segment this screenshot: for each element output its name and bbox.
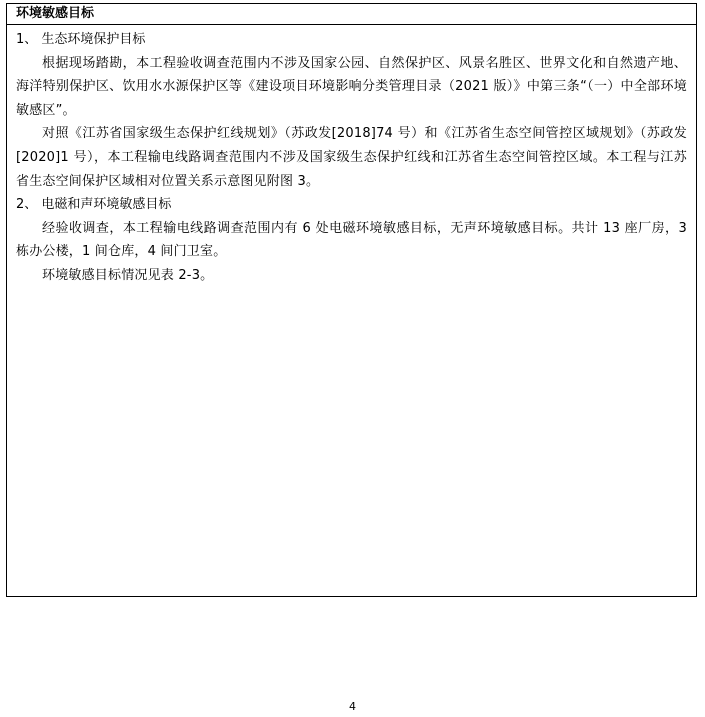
paragraph-table-reference: 环境敏感目标情况见表 2-3。	[42, 267, 214, 283]
section-title: 环境敏感目标	[7, 4, 696, 25]
heading-ecological-protection: 1、 生态环境保护目标	[16, 32, 146, 47]
paragraph-redline-planning: 对照《江苏省国家级生态保护红线规划》（苏政发[2018]74 号）和《江苏省生态空间管控区域规划》（苏政发[2020]1 号），本工程输电线路调查范围内不涉及国家级生态保护红线和江苏省生态空间管控区域。本工程与江苏省生态空间保护区域相对位置关系示意图见附图 3。	[16, 126, 687, 189]
paragraph-sensitive-targets: 经验收调查，本工程输电线路调查范围内有 6 处电磁环境敏感目标，无声环境敏感目标。共计 13 座厂房，3 栋办公楼，1 间仓库，4 间门卫室。	[16, 220, 687, 260]
section-body	[7, 25, 696, 288]
heading-electromagnetic-acoustic: 2、 电磁和声环境敏感目标	[16, 197, 172, 213]
paragraph-site-survey: 根据现场踏勘，本工程验收调查范围内不涉及国家公园、自然保护区、风景名胜区、世界文化和自然遗产地、海洋特别保护区、饮用水水源保护区等《建设项目环境影响分类管理目录（2021 版）》中第三条“（一）中全部环境敏感区”。	[16, 55, 687, 118]
content-box	[6, 3, 697, 597]
page-number: 4	[349, 700, 356, 713]
